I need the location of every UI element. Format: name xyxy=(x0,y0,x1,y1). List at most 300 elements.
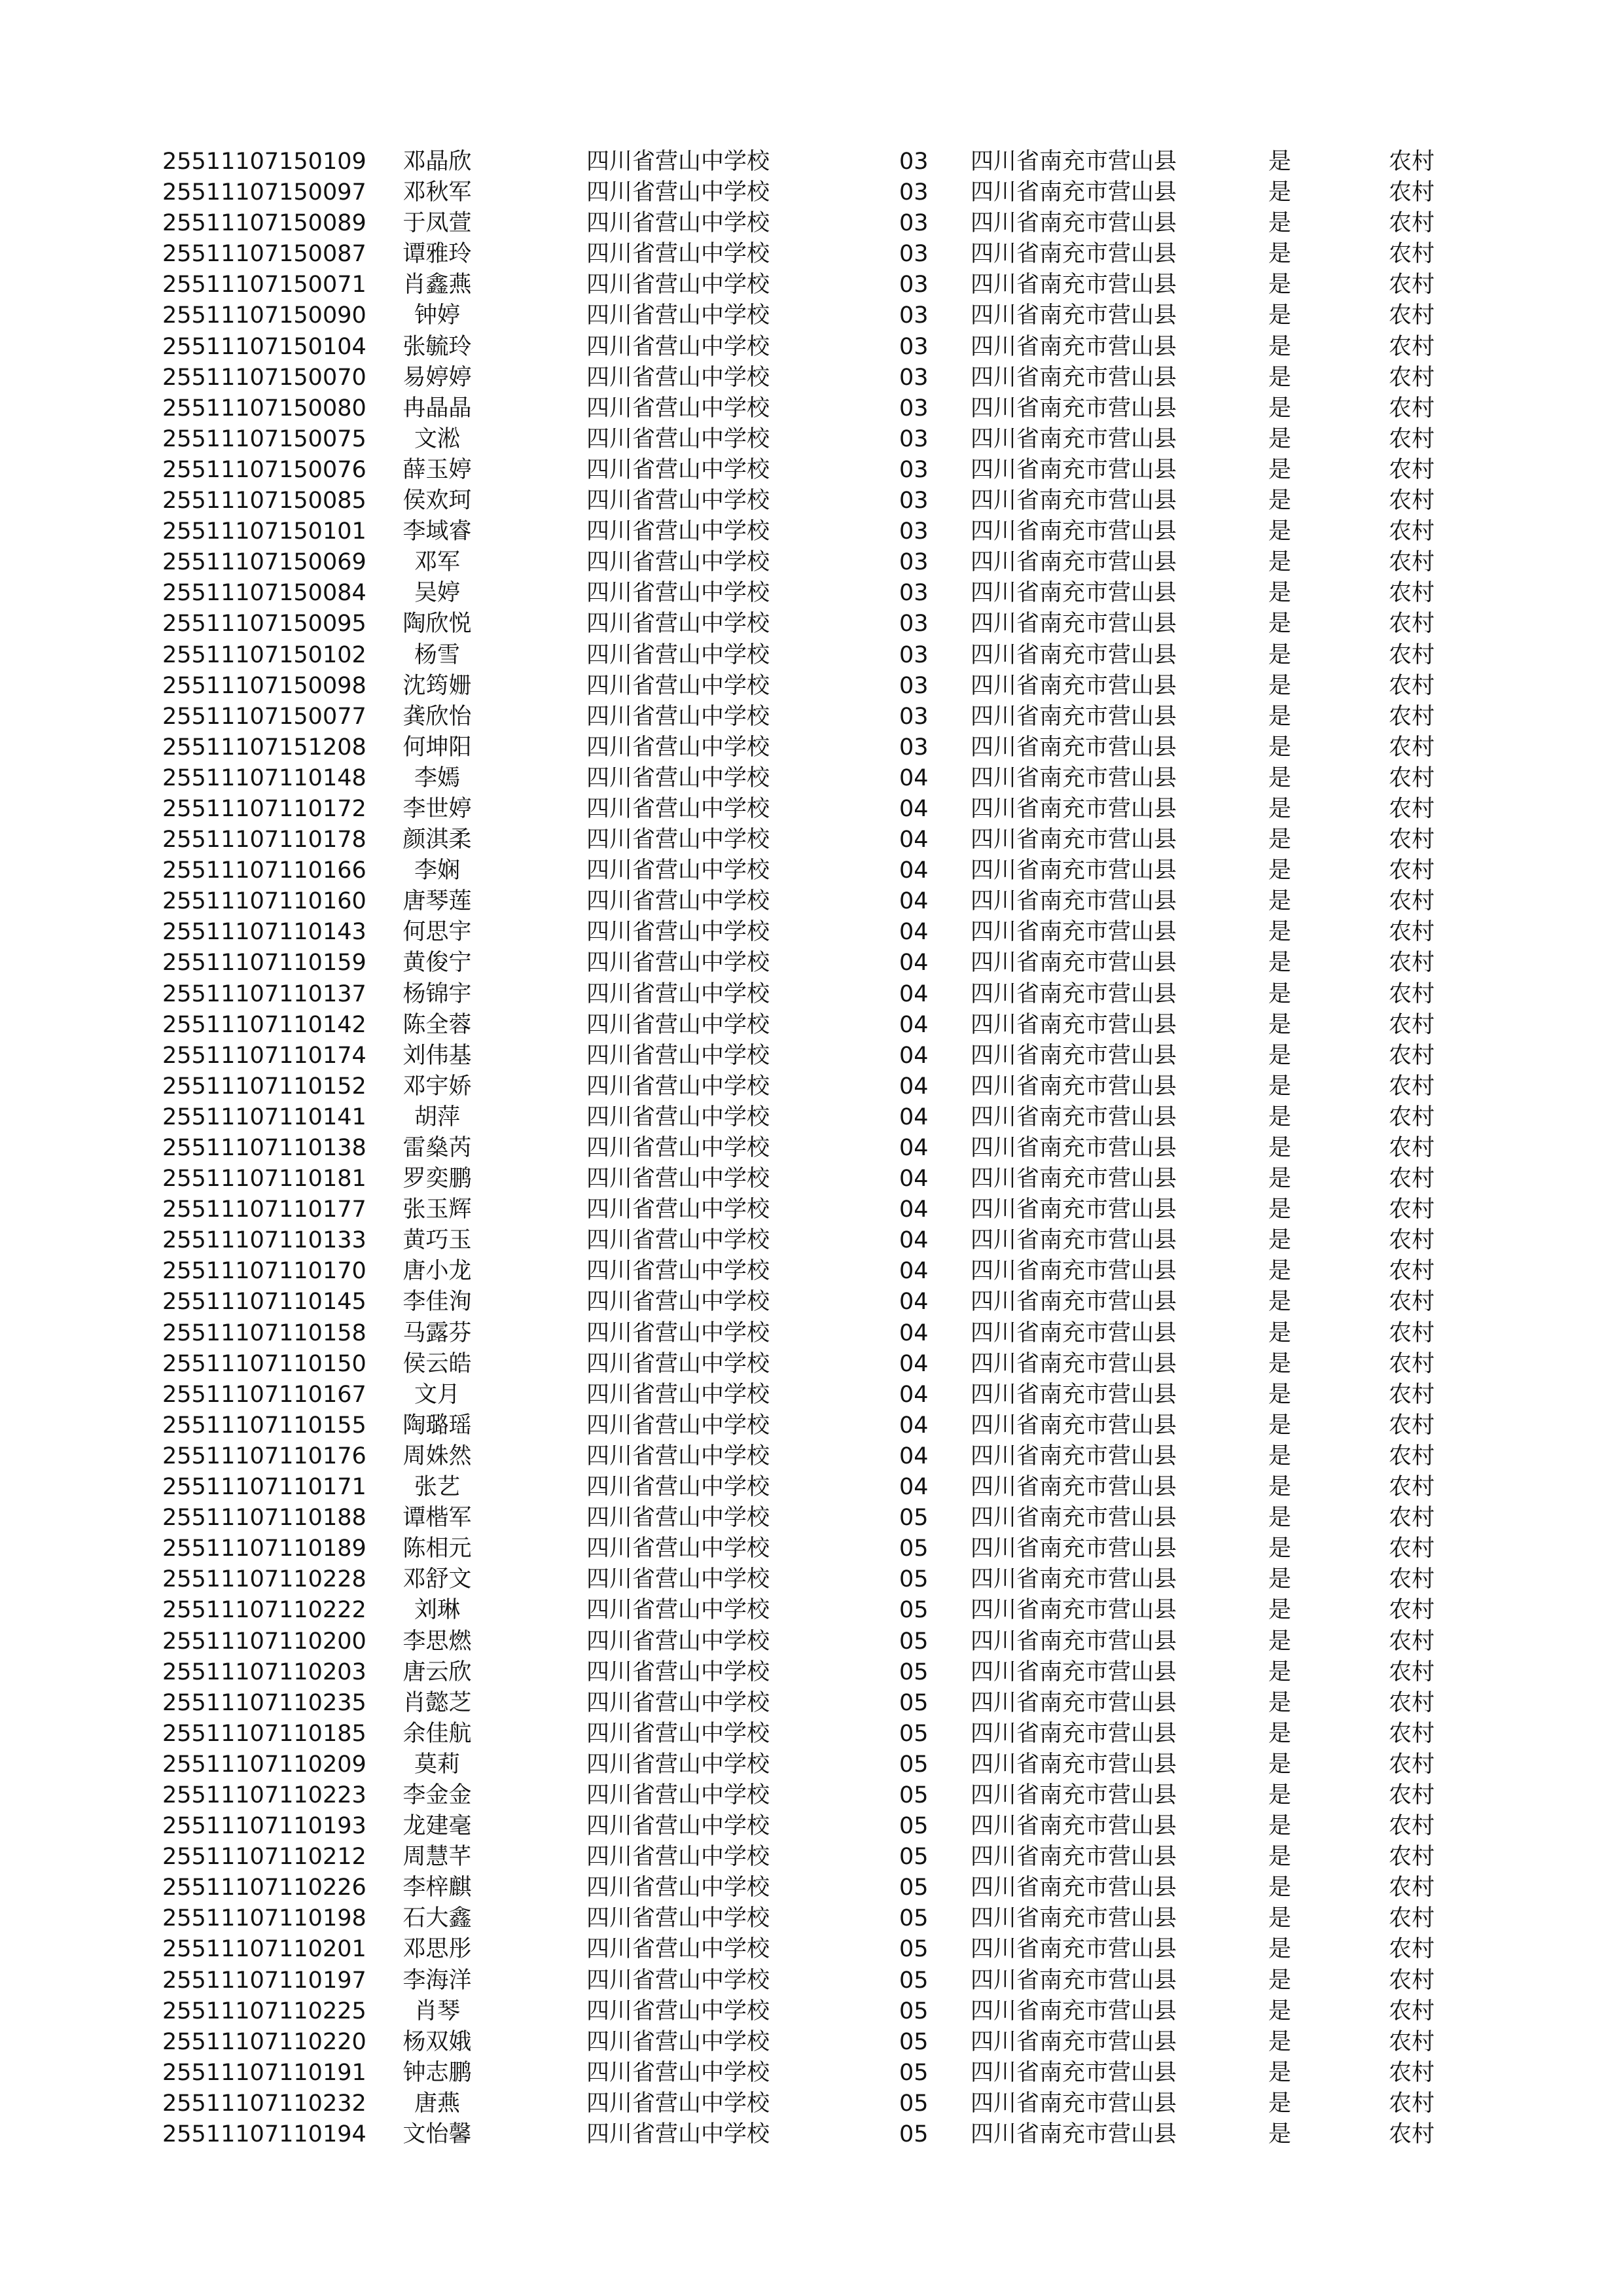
school-cell: 四川省营山中学校 xyxy=(586,241,770,268)
table-row xyxy=(0,1749,1623,1780)
school-cell: 四川省营山中学校 xyxy=(586,580,770,607)
table-row xyxy=(0,1410,1623,1441)
region-cell: 四川省南充市营山县 xyxy=(971,1751,1177,1778)
flag-cell: 是 xyxy=(1268,1874,1292,1901)
region-cell: 四川省南充市营山县 xyxy=(971,641,1177,668)
school-cell: 四川省营山中学校 xyxy=(586,333,770,360)
region-cell: 四川省南充市营山县 xyxy=(971,272,1177,298)
residence-type-cell: 农村 xyxy=(1389,2121,1435,2147)
flag-cell: 是 xyxy=(1268,364,1292,391)
residence-type-cell: 农村 xyxy=(1389,179,1435,206)
student-id-cell: 25511107110189 xyxy=(162,1535,366,1562)
student-name-cell: 冉晶晶 xyxy=(402,395,472,422)
residence-type-cell: 农村 xyxy=(1389,2059,1435,2086)
student-name-cell: 沈筠姗 xyxy=(402,672,472,699)
flag-cell: 是 xyxy=(1268,1936,1292,1963)
region-cell: 四川省南充市营山县 xyxy=(971,703,1177,730)
residence-type-cell: 农村 xyxy=(1389,1073,1435,1100)
table-row xyxy=(0,979,1623,1010)
flag-cell: 是 xyxy=(1268,641,1292,668)
student-id-cell: 25511107110200 xyxy=(162,1628,366,1655)
school-cell: 四川省营山中学校 xyxy=(586,672,770,699)
class-number-cell: 03 xyxy=(899,210,929,237)
region-cell: 四川省南充市营山县 xyxy=(971,1474,1177,1501)
residence-type-cell: 农村 xyxy=(1389,641,1435,668)
region-cell: 四川省南充市营山县 xyxy=(971,1566,1177,1593)
student-id-cell: 25511107110223 xyxy=(162,1782,366,1808)
student-id-cell: 25511107110212 xyxy=(162,1844,366,1871)
table-row xyxy=(0,1903,1623,1934)
student-name-cell: 胡萍 xyxy=(414,1103,460,1130)
flag-cell: 是 xyxy=(1268,795,1292,822)
class-number-cell: 04 xyxy=(899,827,929,853)
school-cell: 四川省营山中学校 xyxy=(586,1720,770,1747)
flag-cell: 是 xyxy=(1268,888,1292,915)
flag-cell: 是 xyxy=(1268,1566,1292,1593)
residence-type-cell: 农村 xyxy=(1389,1042,1435,1069)
flag-cell: 是 xyxy=(1268,1751,1292,1778)
residence-type-cell: 农村 xyxy=(1389,1689,1435,1716)
flag-cell: 是 xyxy=(1268,518,1292,545)
student-id-cell: 25511107110220 xyxy=(162,2028,366,2055)
student-name-cell: 龚欣怡 xyxy=(402,703,472,730)
student-name-cell: 唐云欣 xyxy=(402,1659,472,1685)
student-id-cell: 25511107150097 xyxy=(162,179,366,206)
flag-cell: 是 xyxy=(1268,1844,1292,1871)
flag-cell: 是 xyxy=(1268,2121,1292,2147)
student-id-cell: 25511107110185 xyxy=(162,1720,366,1747)
table-row xyxy=(0,1041,1623,1071)
residence-type-cell: 农村 xyxy=(1389,734,1435,761)
school-cell: 四川省营山中学校 xyxy=(586,1443,770,1469)
class-number-cell: 05 xyxy=(899,1998,929,2024)
student-id-cell: 25511107110170 xyxy=(162,1258,366,1285)
student-id-cell: 25511107110159 xyxy=(162,950,366,977)
student-name-cell: 李嫣 xyxy=(414,764,460,791)
student-name-cell: 张艺 xyxy=(414,1474,460,1501)
region-cell: 四川省南充市营山县 xyxy=(971,764,1177,791)
residence-type-cell: 农村 xyxy=(1389,1813,1435,1840)
student-id-cell: 25511107110194 xyxy=(162,2121,366,2147)
student-name-cell: 石大鑫 xyxy=(402,1905,472,1932)
flag-cell: 是 xyxy=(1268,703,1292,730)
class-number-cell: 05 xyxy=(899,2121,929,2147)
class-number-cell: 03 xyxy=(899,364,929,391)
table-row xyxy=(0,1441,1623,1472)
table-row xyxy=(0,1225,1623,1256)
student-id-cell: 25511107110138 xyxy=(162,1135,366,1161)
region-cell: 四川省南充市营山县 xyxy=(971,2090,1177,2117)
region-cell: 四川省南充市营山县 xyxy=(971,1628,1177,1655)
residence-type-cell: 农村 xyxy=(1389,456,1435,483)
class-number-cell: 03 xyxy=(899,149,929,175)
student-id-cell: 25511107110160 xyxy=(162,888,366,915)
student-name-cell: 莫莉 xyxy=(414,1751,460,1778)
student-id-cell: 25511107110143 xyxy=(162,919,366,946)
student-name-cell: 邓舒文 xyxy=(402,1566,472,1593)
student-id-cell: 25511107150109 xyxy=(162,149,366,175)
flag-cell: 是 xyxy=(1268,1412,1292,1439)
region-cell: 四川省南充市营山县 xyxy=(971,1412,1177,1439)
flag-cell: 是 xyxy=(1268,1381,1292,1408)
school-cell: 四川省营山中学校 xyxy=(586,734,770,761)
student-id-cell: 25511107150095 xyxy=(162,611,366,637)
class-number-cell: 05 xyxy=(899,1505,929,1532)
table-row xyxy=(0,1256,1623,1287)
flag-cell: 是 xyxy=(1268,1011,1292,1038)
table-row xyxy=(0,825,1623,855)
school-cell: 四川省营山中学校 xyxy=(586,919,770,946)
table-row xyxy=(0,1780,1623,1811)
region-cell: 四川省南充市营山县 xyxy=(971,1443,1177,1469)
table-row xyxy=(0,2119,1623,2150)
flag-cell: 是 xyxy=(1268,179,1292,206)
residence-type-cell: 农村 xyxy=(1389,703,1435,730)
table-row xyxy=(0,578,1623,609)
student-name-cell: 马露芬 xyxy=(402,1319,472,1346)
class-number-cell: 03 xyxy=(899,641,929,668)
student-name-cell: 陶欣悦 xyxy=(402,611,472,637)
region-cell: 四川省南充市营山县 xyxy=(971,2059,1177,2086)
school-cell: 四川省营山中学校 xyxy=(586,425,770,452)
flag-cell: 是 xyxy=(1268,1042,1292,1069)
class-number-cell: 05 xyxy=(899,1844,929,1871)
student-id-cell: 25511107110145 xyxy=(162,1289,366,1316)
flag-cell: 是 xyxy=(1268,1258,1292,1285)
student-id-cell: 25511107110209 xyxy=(162,1751,366,1778)
student-id-cell: 25511107110198 xyxy=(162,1905,366,1932)
region-cell: 四川省南充市营山县 xyxy=(971,488,1177,514)
table-row xyxy=(0,1472,1623,1503)
student-name-cell: 邓军 xyxy=(414,549,460,576)
school-cell: 四川省营山中学校 xyxy=(586,179,770,206)
table-row xyxy=(0,1657,1623,1688)
student-id-cell: 25511107110181 xyxy=(162,1166,366,1193)
class-number-cell: 04 xyxy=(899,1011,929,1038)
student-id-cell: 25511107110191 xyxy=(162,2059,366,2086)
class-number-cell: 04 xyxy=(899,1443,929,1469)
class-number-cell: 04 xyxy=(899,764,929,791)
student-name-cell: 唐小龙 xyxy=(402,1258,472,1285)
student-name-cell: 邓晶欣 xyxy=(402,149,472,175)
region-cell: 四川省南充市营山县 xyxy=(971,302,1177,329)
school-cell: 四川省营山中学校 xyxy=(586,2028,770,2055)
school-cell: 四川省营山中学校 xyxy=(586,1227,770,1254)
class-number-cell: 05 xyxy=(899,1566,929,1593)
residence-type-cell: 农村 xyxy=(1389,1412,1435,1439)
student-id-cell: 25511107110158 xyxy=(162,1319,366,1346)
region-cell: 四川省南充市营山县 xyxy=(971,1535,1177,1562)
residence-type-cell: 农村 xyxy=(1389,1874,1435,1901)
table-row xyxy=(0,640,1623,671)
school-cell: 四川省营山中学校 xyxy=(586,2059,770,2086)
class-number-cell: 03 xyxy=(899,456,929,483)
school-cell: 四川省营山中学校 xyxy=(586,611,770,637)
region-cell: 四川省南充市营山县 xyxy=(971,1135,1177,1161)
region-cell: 四川省南充市营山县 xyxy=(971,2121,1177,2147)
school-cell: 四川省营山中学校 xyxy=(586,302,770,329)
region-cell: 四川省南充市营山县 xyxy=(971,364,1177,391)
table-row xyxy=(0,1318,1623,1349)
flag-cell: 是 xyxy=(1268,1998,1292,2024)
student-name-cell: 陶璐瑶 xyxy=(402,1412,472,1439)
school-cell: 四川省营山中学校 xyxy=(586,395,770,422)
flag-cell: 是 xyxy=(1268,456,1292,483)
student-name-cell: 陈全蓉 xyxy=(402,1011,472,1038)
residence-type-cell: 农村 xyxy=(1389,1566,1435,1593)
residence-type-cell: 农村 xyxy=(1389,1659,1435,1685)
school-cell: 四川省营山中学校 xyxy=(586,1196,770,1223)
table-row xyxy=(0,363,1623,393)
student-id-cell: 25511107110177 xyxy=(162,1196,366,1223)
class-number-cell: 03 xyxy=(899,488,929,514)
student-name-cell: 肖鑫燕 xyxy=(402,272,472,298)
flag-cell: 是 xyxy=(1268,1227,1292,1254)
region-cell: 四川省南充市营山县 xyxy=(971,1844,1177,1871)
flag-cell: 是 xyxy=(1268,1073,1292,1100)
region-cell: 四川省南充市营山县 xyxy=(971,827,1177,853)
table-row xyxy=(0,794,1623,825)
table-row xyxy=(0,1996,1623,2027)
residence-type-cell: 农村 xyxy=(1389,1474,1435,1501)
region-cell: 四川省南充市营山县 xyxy=(971,1720,1177,1747)
class-number-cell: 05 xyxy=(899,1936,929,1963)
table-row xyxy=(0,2089,1623,2119)
class-number-cell: 04 xyxy=(899,888,929,915)
student-id-cell: 25511107110176 xyxy=(162,1443,366,1469)
school-cell: 四川省营山中学校 xyxy=(586,764,770,791)
flag-cell: 是 xyxy=(1268,980,1292,1007)
table-row xyxy=(0,1564,1623,1595)
region-cell: 四川省南充市营山县 xyxy=(971,2028,1177,2055)
student-list-table xyxy=(0,147,1623,2150)
region-cell: 四川省南充市营山县 xyxy=(971,1196,1177,1223)
table-row xyxy=(0,393,1623,424)
student-id-cell: 25511107110232 xyxy=(162,2090,366,2117)
class-number-cell: 05 xyxy=(899,2059,929,2086)
region-cell: 四川省南充市营山县 xyxy=(971,1042,1177,1069)
flag-cell: 是 xyxy=(1268,149,1292,175)
class-number-cell: 04 xyxy=(899,1166,929,1193)
residence-type-cell: 农村 xyxy=(1389,1196,1435,1223)
school-cell: 四川省营山中学校 xyxy=(586,1535,770,1562)
student-name-cell: 李域睿 xyxy=(402,518,472,545)
student-id-cell: 25511107110133 xyxy=(162,1227,366,1254)
class-number-cell: 03 xyxy=(899,272,929,298)
class-number-cell: 03 xyxy=(899,241,929,268)
residence-type-cell: 农村 xyxy=(1389,1998,1435,2024)
school-cell: 四川省营山中学校 xyxy=(586,518,770,545)
flag-cell: 是 xyxy=(1268,1289,1292,1316)
school-cell: 四川省营山中学校 xyxy=(586,888,770,915)
region-cell: 四川省南充市营山县 xyxy=(971,888,1177,915)
residence-type-cell: 农村 xyxy=(1389,1535,1435,1562)
table-row xyxy=(0,455,1623,486)
table-row xyxy=(0,671,1623,702)
flag-cell: 是 xyxy=(1268,1319,1292,1346)
school-cell: 四川省营山中学校 xyxy=(586,1258,770,1285)
student-name-cell: 龙建毫 xyxy=(402,1813,472,1840)
region-cell: 四川省南充市营山县 xyxy=(971,1998,1177,2024)
residence-type-cell: 农村 xyxy=(1389,1319,1435,1346)
student-name-cell: 周姝然 xyxy=(402,1443,472,1469)
table-row xyxy=(0,1595,1623,1626)
region-cell: 四川省南充市营山县 xyxy=(971,179,1177,206)
class-number-cell: 03 xyxy=(899,703,929,730)
class-number-cell: 05 xyxy=(899,1967,929,1994)
residence-type-cell: 农村 xyxy=(1389,1597,1435,1624)
flag-cell: 是 xyxy=(1268,272,1292,298)
table-row xyxy=(0,609,1623,639)
student-id-cell: 25511107110148 xyxy=(162,764,366,791)
region-cell: 四川省南充市营山县 xyxy=(971,580,1177,607)
flag-cell: 是 xyxy=(1268,1813,1292,1840)
school-cell: 四川省营山中学校 xyxy=(586,210,770,237)
school-cell: 四川省营山中学校 xyxy=(586,1166,770,1193)
residence-type-cell: 农村 xyxy=(1389,764,1435,791)
student-name-cell: 肖琴 xyxy=(414,1998,460,2024)
school-cell: 四川省营山中学校 xyxy=(586,1135,770,1161)
school-cell: 四川省营山中学校 xyxy=(586,980,770,1007)
flag-cell: 是 xyxy=(1268,1103,1292,1130)
student-id-cell: 25511107150075 xyxy=(162,425,366,452)
table-row xyxy=(0,1934,1623,1965)
class-number-cell: 03 xyxy=(899,580,929,607)
class-number-cell: 04 xyxy=(899,1258,929,1285)
student-id-cell: 25511107150101 xyxy=(162,518,366,545)
school-cell: 四川省营山中学校 xyxy=(586,364,770,391)
residence-type-cell: 农村 xyxy=(1389,827,1435,853)
flag-cell: 是 xyxy=(1268,827,1292,853)
region-cell: 四川省南充市营山县 xyxy=(971,1350,1177,1377)
class-number-cell: 05 xyxy=(899,1813,929,1840)
table-row xyxy=(0,1287,1623,1318)
table-row xyxy=(0,1133,1623,1164)
student-name-cell: 唐燕 xyxy=(414,2090,460,2117)
residence-type-cell: 农村 xyxy=(1389,1103,1435,1130)
class-number-cell: 05 xyxy=(899,2090,929,2117)
student-id-cell: 25511107150076 xyxy=(162,456,366,483)
school-cell: 四川省营山中学校 xyxy=(586,1319,770,1346)
student-id-cell: 25511107110226 xyxy=(162,1874,366,1901)
flag-cell: 是 xyxy=(1268,2090,1292,2117)
table-row xyxy=(0,1349,1623,1380)
class-number-cell: 03 xyxy=(899,734,929,761)
table-row xyxy=(0,270,1623,300)
flag-cell: 是 xyxy=(1268,580,1292,607)
student-id-cell: 25511107110155 xyxy=(162,1412,366,1439)
student-name-cell: 易婷婷 xyxy=(402,364,472,391)
flag-cell: 是 xyxy=(1268,1196,1292,1223)
table-row xyxy=(0,1102,1623,1133)
residence-type-cell: 农村 xyxy=(1389,1011,1435,1038)
region-cell: 四川省南充市营山县 xyxy=(971,1258,1177,1285)
student-id-cell: 25511107150087 xyxy=(162,241,366,268)
residence-type-cell: 农村 xyxy=(1389,1782,1435,1808)
student-id-cell: 25511107150071 xyxy=(162,272,366,298)
class-number-cell: 05 xyxy=(899,2028,929,2055)
class-number-cell: 05 xyxy=(899,1905,929,1932)
residence-type-cell: 农村 xyxy=(1389,210,1435,237)
school-cell: 四川省营山中学校 xyxy=(586,1936,770,1963)
residence-type-cell: 农村 xyxy=(1389,1258,1435,1285)
student-id-cell: 25511107150090 xyxy=(162,302,366,329)
student-id-cell: 25511107110203 xyxy=(162,1659,366,1685)
student-id-cell: 25511107150084 xyxy=(162,580,366,607)
flag-cell: 是 xyxy=(1268,2059,1292,2086)
residence-type-cell: 农村 xyxy=(1389,1505,1435,1532)
student-name-cell: 吴婷 xyxy=(414,580,460,607)
flag-cell: 是 xyxy=(1268,919,1292,946)
residence-type-cell: 农村 xyxy=(1389,980,1435,1007)
table-row xyxy=(0,1194,1623,1225)
region-cell: 四川省南充市营山县 xyxy=(971,333,1177,360)
residence-type-cell: 农村 xyxy=(1389,950,1435,977)
student-name-cell: 邓宇娇 xyxy=(402,1073,472,1100)
class-number-cell: 04 xyxy=(899,950,929,977)
table-row xyxy=(0,1503,1623,1534)
school-cell: 四川省营山中学校 xyxy=(586,1073,770,1100)
student-id-cell: 25511107150069 xyxy=(162,549,366,576)
residence-type-cell: 农村 xyxy=(1389,919,1435,946)
table-row xyxy=(0,424,1623,455)
student-name-cell: 文淞 xyxy=(414,425,460,452)
region-cell: 四川省南充市营山县 xyxy=(971,1011,1177,1038)
residence-type-cell: 农村 xyxy=(1389,241,1435,268)
residence-type-cell: 农村 xyxy=(1389,1350,1435,1377)
residence-type-cell: 农村 xyxy=(1389,888,1435,915)
region-cell: 四川省南充市营山县 xyxy=(971,1103,1177,1130)
school-cell: 四川省营山中学校 xyxy=(586,857,770,884)
region-cell: 四川省南充市营山县 xyxy=(971,919,1177,946)
class-number-cell: 04 xyxy=(899,1350,929,1377)
student-name-cell: 张毓玲 xyxy=(402,333,472,360)
residence-type-cell: 农村 xyxy=(1389,549,1435,576)
class-number-cell: 05 xyxy=(899,1874,929,1901)
class-number-cell: 04 xyxy=(899,1474,929,1501)
flag-cell: 是 xyxy=(1268,734,1292,761)
class-number-cell: 04 xyxy=(899,1412,929,1439)
student-name-cell: 文月 xyxy=(414,1381,460,1408)
table-row xyxy=(0,1965,1623,1996)
region-cell: 四川省南充市营山县 xyxy=(971,1505,1177,1532)
table-row xyxy=(0,208,1623,239)
flag-cell: 是 xyxy=(1268,1350,1292,1377)
class-number-cell: 05 xyxy=(899,1689,929,1716)
region-cell: 四川省南充市营山县 xyxy=(971,1597,1177,1624)
student-id-cell: 25511107151208 xyxy=(162,734,366,761)
residence-type-cell: 农村 xyxy=(1389,672,1435,699)
student-id-cell: 25511107110142 xyxy=(162,1011,366,1038)
student-id-cell: 25511107110152 xyxy=(162,1073,366,1100)
school-cell: 四川省营山中学校 xyxy=(586,2090,770,2117)
flag-cell: 是 xyxy=(1268,488,1292,514)
region-cell: 四川省南充市营山县 xyxy=(971,149,1177,175)
student-name-cell: 张玉辉 xyxy=(402,1196,472,1223)
residence-type-cell: 农村 xyxy=(1389,1751,1435,1778)
student-name-cell: 李金金 xyxy=(402,1782,472,1808)
flag-cell: 是 xyxy=(1268,1628,1292,1655)
school-cell: 四川省营山中学校 xyxy=(586,1782,770,1808)
class-number-cell: 04 xyxy=(899,1196,929,1223)
school-cell: 四川省营山中学校 xyxy=(586,1566,770,1593)
residence-type-cell: 农村 xyxy=(1389,425,1435,452)
class-number-cell: 03 xyxy=(899,395,929,422)
class-number-cell: 03 xyxy=(899,518,929,545)
flag-cell: 是 xyxy=(1268,1535,1292,1562)
school-cell: 四川省营山中学校 xyxy=(586,1289,770,1316)
residence-type-cell: 农村 xyxy=(1389,1628,1435,1655)
